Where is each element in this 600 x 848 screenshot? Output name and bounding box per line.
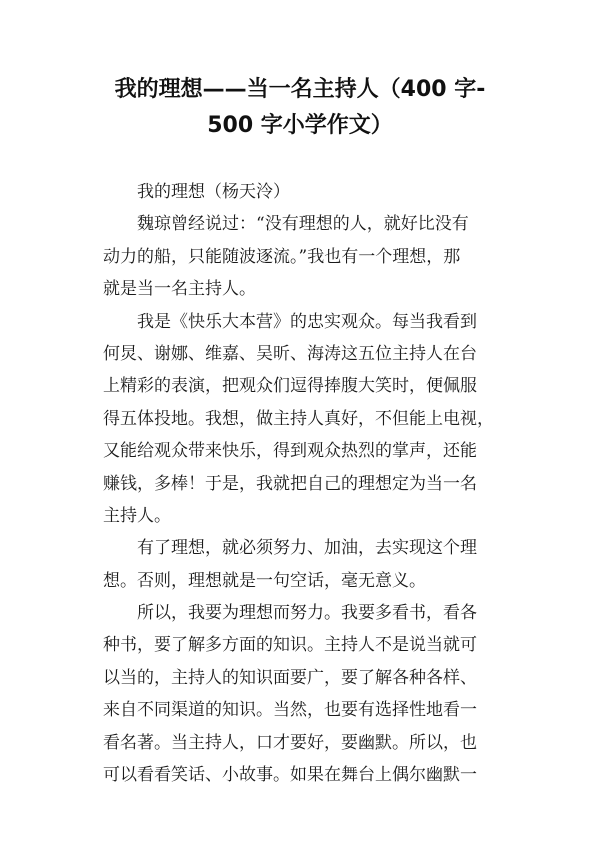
body-line: 赚钱，多棒！于是，我就把自己的理想定为当一名: [103, 473, 477, 494]
body-line: 种书，要了解多方面的知识。主持人不是说当就可: [103, 635, 477, 656]
body-line: 来自不同渠道的知识。当然，也要有选择性地看一: [103, 700, 477, 721]
document-title: [90, 72, 510, 144]
body-line: 得五体投地。我想，做主持人真好，不但能上电视，: [103, 408, 494, 429]
body-line: 想。否则，理想就是一句空话，毫无意义。: [103, 570, 426, 591]
body-line: 我的理想（杨天泠）: [137, 182, 290, 202]
body-line: 所以，我要为理想而努力。我要多看书，看各: [137, 603, 477, 624]
body-line: 看名著。当主持人，口才要好，要幽默。所以，也: [103, 732, 477, 753]
body-line: 上精彩的表演，把观众们逗得捧腹大笑时，便佩服: [103, 376, 477, 397]
document-body: [103, 176, 503, 791]
body-line: 以当的，主持人的知识面要广，要了解各种各样、: [103, 667, 477, 688]
title-line: 500 字小学作文）: [207, 113, 393, 138]
body-line: 主持人。: [103, 505, 171, 526]
body-line: 又能给观众带来快乐，得到观众热烈的掌声，还能: [103, 441, 477, 462]
body-line: 魏琼曾经说过：“没有理想的人，就好比没有: [137, 214, 469, 235]
body-line: 动力的船，只能随波逐流。”我也有一个理想，那: [103, 246, 461, 267]
body-line: 何炅、谢娜、维嘉、吴昕、海涛这五位主持人在台: [103, 343, 477, 364]
body-line: 我是《快乐大本营》的忠实观众。每当我看到: [137, 311, 477, 332]
body-line: 有了理想，就必须努力、加油，去实现这个理: [137, 538, 477, 559]
body-line: 可以看看笑话、小故事。如果在舞台上偶尔幽默一: [103, 765, 477, 786]
body-line: 就是当一名主持人。: [103, 279, 256, 300]
title-line: 我的理想——当一名主持人（400 字-: [114, 77, 486, 102]
